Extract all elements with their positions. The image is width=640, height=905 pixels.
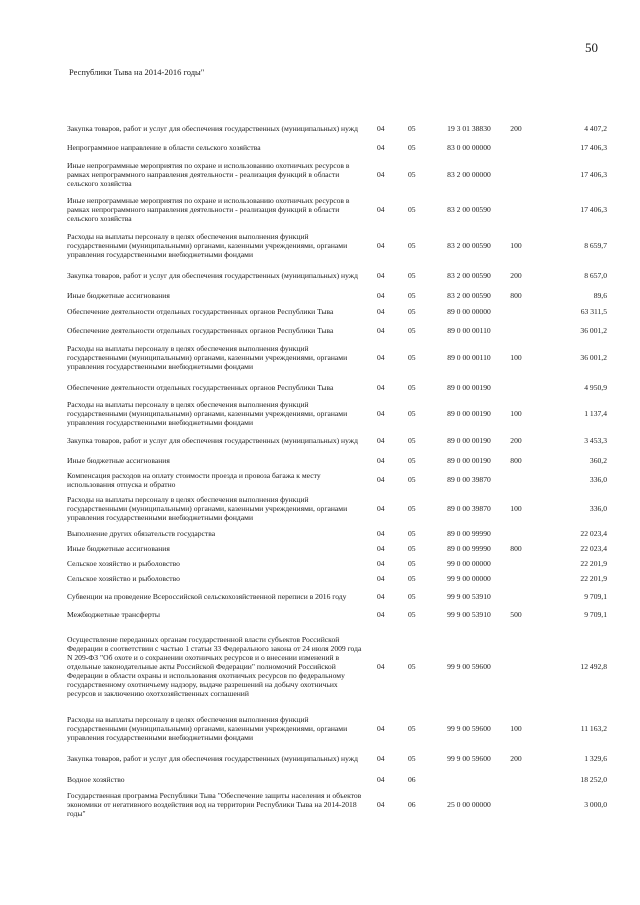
row-section: 04 bbox=[377, 241, 385, 250]
row-section: 04 bbox=[377, 325, 385, 335]
row-subsection: 05 bbox=[408, 408, 416, 418]
row-expense-type: 100 bbox=[510, 724, 522, 733]
row-expense-type: 100 bbox=[510, 353, 522, 362]
row-name: Обеспечение деятельности отдельных государственных органов Республики Тыва bbox=[67, 325, 334, 335]
row-amount: 22 201,9 bbox=[580, 574, 607, 583]
row-name: Межбюджетные трансферты bbox=[67, 610, 160, 619]
row-target-code: 99 9 00 53910 bbox=[447, 610, 491, 619]
row-amount: 17 406,3 bbox=[580, 205, 607, 214]
row-name: Сельское хозяйство и рыболовство bbox=[67, 574, 180, 583]
row-amount: 17 406,3 bbox=[580, 142, 607, 152]
row-name: Обеспечение деятельности отдельных государственных органов Республики Тыва bbox=[67, 382, 334, 392]
row-name: Закупка товаров, работ и услуг для обеспечения государственных (муниципальных) нужд bbox=[67, 435, 358, 445]
row-name: Осуществление переданных органам государственной власти субъектов Российской Федерации в соответствии с частью 1 статьи 33 Федерального закона от 24 июля 2009 года N 209-ФЗ "Об охоте и о сохранении охотничьих ресурсов и о внесении изменений в отдельные законодательные акты Российской Федерации" полномочий Российской Федерации в области охраны и использования охотничьих ресурсов по федеральному государственному охотничьему надзору, выдаче разрешений на добычу охотничьих ресурсов и заключению охотхозяйственных соглашений bbox=[67, 635, 362, 698]
table-row bbox=[67, 230, 607, 261]
row-subsection: 05 bbox=[408, 291, 416, 300]
page-number: 50 bbox=[585, 40, 598, 55]
table-row bbox=[67, 748, 607, 769]
row-section: 04 bbox=[377, 529, 385, 538]
row-amount: 8 659,7 bbox=[584, 241, 607, 250]
row-subsection: 05 bbox=[408, 382, 416, 392]
row-name: Выполнение других обязательств государства bbox=[67, 529, 216, 538]
row-amount: 4 407,2 bbox=[584, 123, 607, 133]
row-expense-type: 500 bbox=[510, 610, 522, 619]
row-target-code: 89 0 00 39870 bbox=[447, 503, 491, 513]
row-expense-type: 200 bbox=[510, 435, 522, 445]
row-name: Расходы на выплаты персоналу в целях обеспечения выполнения функций государственными (муниципальными) органами, казенными учреждениями, органами управления государственными внебюджетными фондами bbox=[67, 494, 348, 522]
row-expense-type: 800 bbox=[510, 544, 522, 553]
row-amount: 1 137,4 bbox=[584, 408, 607, 418]
row-amount: 17 406,3 bbox=[580, 169, 607, 179]
row-target-code: 83 2 00 00590 bbox=[447, 291, 491, 300]
row-amount: 22 023,4 bbox=[580, 544, 607, 553]
table-row bbox=[67, 304, 607, 319]
row-name: Иные непрограммные мероприятия по охране и использованию охотничьих ресурсов в рамках непрограммного направления деятельности - реализация функций в области сельского хозяйства bbox=[67, 196, 350, 223]
row-name: Иные бюджетные ассигнования bbox=[67, 456, 170, 465]
table-row bbox=[67, 159, 607, 189]
row-target-code: 89 0 00 99990 bbox=[447, 529, 491, 538]
row-section: 04 bbox=[377, 544, 385, 553]
row-name: Субвенции на проведение Всероссийской сельскохозяйственной переписи в 2016 году bbox=[67, 592, 347, 601]
row-expense-type: 100 bbox=[510, 241, 522, 250]
row-target-code: 89 0 00 00190 bbox=[447, 435, 491, 445]
row-name: Иные бюджетные ассигнования bbox=[67, 291, 170, 300]
row-expense-type: 200 bbox=[510, 123, 522, 133]
row-amount: 8 657,0 bbox=[584, 270, 607, 280]
row-amount: 36 001,2 bbox=[580, 325, 607, 335]
table-row bbox=[67, 789, 607, 820]
row-amount: 22 023,4 bbox=[580, 529, 607, 538]
row-section: 04 bbox=[377, 291, 385, 300]
row-target-code: 99 9 00 00000 bbox=[447, 574, 491, 583]
row-target-code: 99 0 00 00000 bbox=[447, 559, 491, 568]
row-expense-type: 200 bbox=[510, 270, 522, 280]
row-section: 04 bbox=[377, 610, 385, 619]
row-subsection: 05 bbox=[408, 754, 416, 763]
row-section: 04 bbox=[377, 559, 385, 568]
row-subsection: 05 bbox=[408, 205, 416, 214]
row-amount: 22 201,9 bbox=[580, 559, 607, 568]
table-row bbox=[67, 469, 607, 490]
table-row bbox=[67, 527, 607, 540]
row-target-code: 83 2 00 00590 bbox=[447, 270, 491, 280]
row-name: Иные непрограммные мероприятия по охране и использованию охотничьих ресурсов в рамках непрограммного направления деятельности - реализация функций в области сельского хозяйства bbox=[67, 160, 350, 188]
row-name: Закупка товаров, работ и услуг для обеспечения государственных (муниципальных) нужд bbox=[67, 754, 358, 763]
row-section: 04 bbox=[377, 456, 385, 465]
row-subsection: 05 bbox=[408, 544, 416, 553]
row-subsection: 05 bbox=[408, 662, 416, 671]
table-row bbox=[67, 342, 607, 373]
row-target-code: 83 2 00 00000 bbox=[447, 169, 491, 179]
row-target-code: 89 0 00 00190 bbox=[447, 408, 491, 418]
table-row bbox=[67, 773, 607, 786]
row-amount: 9 709,1 bbox=[584, 592, 607, 601]
row-amount: 360,2 bbox=[589, 456, 607, 465]
row-target-code: 89 0 00 00190 bbox=[447, 456, 491, 465]
row-target-code: 19 3 01 38830 bbox=[447, 123, 491, 133]
table-row bbox=[67, 139, 607, 155]
row-subsection: 05 bbox=[408, 475, 416, 484]
row-section: 04 bbox=[377, 754, 385, 763]
table-row bbox=[67, 265, 607, 285]
row-section: 04 bbox=[377, 574, 385, 583]
row-name: Расходы на выплаты персоналу в целях обеспечения выполнения функций государственными (муниципальными) органами, казенными учреждениями, органами управления государственными внебюджетными фондами bbox=[67, 399, 348, 427]
row-subsection: 05 bbox=[408, 574, 416, 583]
row-subsection: 06 bbox=[408, 775, 416, 784]
row-name: Сельское хозяйство и рыболовство bbox=[67, 559, 180, 568]
row-expense-type: 800 bbox=[510, 456, 522, 465]
row-amount: 9 709,1 bbox=[584, 610, 607, 619]
table-row bbox=[67, 194, 607, 225]
row-section: 04 bbox=[377, 270, 385, 280]
row-subsection: 05 bbox=[408, 169, 416, 179]
row-subsection: 05 bbox=[408, 503, 416, 513]
row-amount: 3 000,0 bbox=[584, 800, 607, 809]
row-subsection: 05 bbox=[408, 435, 416, 445]
row-target-code: 89 0 00 99990 bbox=[447, 544, 491, 553]
row-name: Водное хозяйство bbox=[67, 775, 125, 784]
row-amount: 89,6 bbox=[593, 291, 607, 300]
row-expense-type: 200 bbox=[510, 754, 522, 763]
row-amount: 18 252,0 bbox=[580, 775, 607, 784]
budget-table bbox=[67, 118, 607, 822]
row-amount: 63 311,5 bbox=[580, 307, 607, 316]
table-row bbox=[67, 572, 607, 585]
row-subsection: 05 bbox=[408, 123, 416, 133]
row-section: 04 bbox=[377, 169, 385, 179]
row-name: Обеспечение деятельности отдельных государственных органов Республики Тыва bbox=[67, 307, 334, 316]
row-name: Государственная программа Республики Тыва "Обеспечение защиты населения и объектов экономики от негативного воздействия вод на территории Республики Тыва на 2014-2018 годы" bbox=[67, 791, 362, 818]
row-expense-type: 100 bbox=[510, 408, 522, 418]
row-name: Расходы на выплаты персоналу в целях обеспечения выполнения функций государственными (муниципальными) органами, казенными учреждениями, органами управления государственными внебюджетными фондами bbox=[67, 715, 348, 742]
row-target-code: 89 0 00 00000 bbox=[447, 307, 491, 316]
row-section: 04 bbox=[377, 382, 385, 392]
row-target-code: 99 9 00 59600 bbox=[447, 662, 491, 671]
row-section: 04 bbox=[377, 307, 385, 316]
row-section: 04 bbox=[377, 775, 385, 784]
row-section: 04 bbox=[377, 435, 385, 445]
row-subsection: 05 bbox=[408, 307, 416, 316]
header-continuation: Республики Тыва на 2014-2016 годы" bbox=[69, 67, 205, 77]
row-name: Иные бюджетные ассигнования bbox=[67, 544, 170, 553]
row-target-code: 99 9 00 59600 bbox=[447, 754, 491, 763]
row-target-code: 25 0 00 00000 bbox=[447, 800, 491, 809]
row-section: 04 bbox=[377, 123, 385, 133]
row-subsection: 05 bbox=[408, 592, 416, 601]
row-subsection: 05 bbox=[408, 456, 416, 465]
row-section: 04 bbox=[377, 800, 385, 809]
row-subsection: 05 bbox=[408, 270, 416, 280]
row-subsection: 05 bbox=[408, 241, 416, 250]
row-target-code: 83 0 00 00000 bbox=[447, 142, 491, 152]
row-amount: 12 492,8 bbox=[580, 662, 607, 671]
table-row bbox=[67, 714, 607, 743]
row-section: 04 bbox=[377, 662, 385, 671]
table-row bbox=[67, 118, 607, 138]
row-section: 04 bbox=[377, 475, 385, 484]
table-row bbox=[67, 430, 607, 450]
table-row bbox=[67, 493, 607, 523]
row-expense-type: 800 bbox=[510, 291, 522, 300]
row-amount: 11 163,2 bbox=[580, 724, 607, 733]
row-subsection: 05 bbox=[408, 559, 416, 568]
row-name: Расходы на выплаты персоналу в целях обеспечения выполнения функций государственными (муниципальными) органами, казенными учреждениями, органами управления государственными внебюджетными фондами bbox=[67, 344, 348, 371]
table-row bbox=[67, 587, 607, 606]
row-amount: 3 453,3 bbox=[584, 435, 607, 445]
row-section: 04 bbox=[377, 724, 385, 733]
row-subsection: 05 bbox=[408, 529, 416, 538]
row-section: 04 bbox=[377, 353, 385, 362]
row-amount: 336,0 bbox=[589, 475, 607, 484]
table-row bbox=[67, 454, 607, 467]
row-amount: 1 329,6 bbox=[584, 754, 607, 763]
row-section: 04 bbox=[377, 408, 385, 418]
row-subsection: 05 bbox=[408, 724, 416, 733]
row-section: 04 bbox=[377, 592, 385, 601]
row-target-code: 89 0 00 00190 bbox=[447, 382, 491, 392]
row-section: 04 bbox=[377, 142, 385, 152]
table-row bbox=[67, 624, 607, 709]
row-name: Расходы на выплаты персоналу в целях обеспечения выполнения функций государственными (муниципальными) органами, казенными учреждениями, органами управления государственными внебюджетными фондами bbox=[67, 232, 348, 259]
table-row bbox=[67, 557, 607, 570]
row-subsection: 05 bbox=[408, 142, 416, 152]
row-target-code: 99 9 00 53910 bbox=[447, 592, 491, 601]
row-target-code: 89 0 00 00110 bbox=[447, 325, 491, 335]
row-amount: 336,0 bbox=[589, 503, 607, 513]
row-name: Компенсация расходов на оплату стоимости проезда и провоза багажа к месту использования отпуска и обратно bbox=[67, 470, 321, 489]
row-target-code: 83 2 00 00590 bbox=[447, 241, 491, 250]
row-subsection: 06 bbox=[408, 800, 416, 809]
row-name: Непрограммное направление в области сельского хозяйства bbox=[67, 142, 261, 152]
table-row bbox=[67, 608, 607, 621]
row-target-code: 83 2 00 00590 bbox=[447, 205, 491, 214]
table-row bbox=[67, 542, 607, 555]
row-section: 04 bbox=[377, 205, 385, 214]
row-expense-type: 100 bbox=[510, 503, 522, 513]
row-section: 04 bbox=[377, 503, 385, 513]
row-amount: 4 950,9 bbox=[584, 382, 607, 392]
row-amount: 36 001,2 bbox=[580, 353, 607, 362]
row-subsection: 05 bbox=[408, 353, 416, 362]
row-subsection: 05 bbox=[408, 610, 416, 619]
row-target-code: 89 0 00 00110 bbox=[447, 353, 491, 362]
row-subsection: 05 bbox=[408, 325, 416, 335]
row-name: Закупка товаров, работ и услуг для обеспечения государственных (муниципальных) нужд bbox=[67, 123, 358, 133]
table-row bbox=[67, 320, 607, 340]
table-row bbox=[67, 377, 607, 397]
table-row bbox=[67, 399, 607, 427]
table-row bbox=[67, 289, 607, 302]
row-target-code: 89 0 00 39870 bbox=[447, 475, 491, 484]
row-target-code: 99 9 00 59600 bbox=[447, 724, 491, 733]
row-name: Закупка товаров, работ и услуг для обеспечения государственных (муниципальных) нужд bbox=[67, 270, 358, 280]
